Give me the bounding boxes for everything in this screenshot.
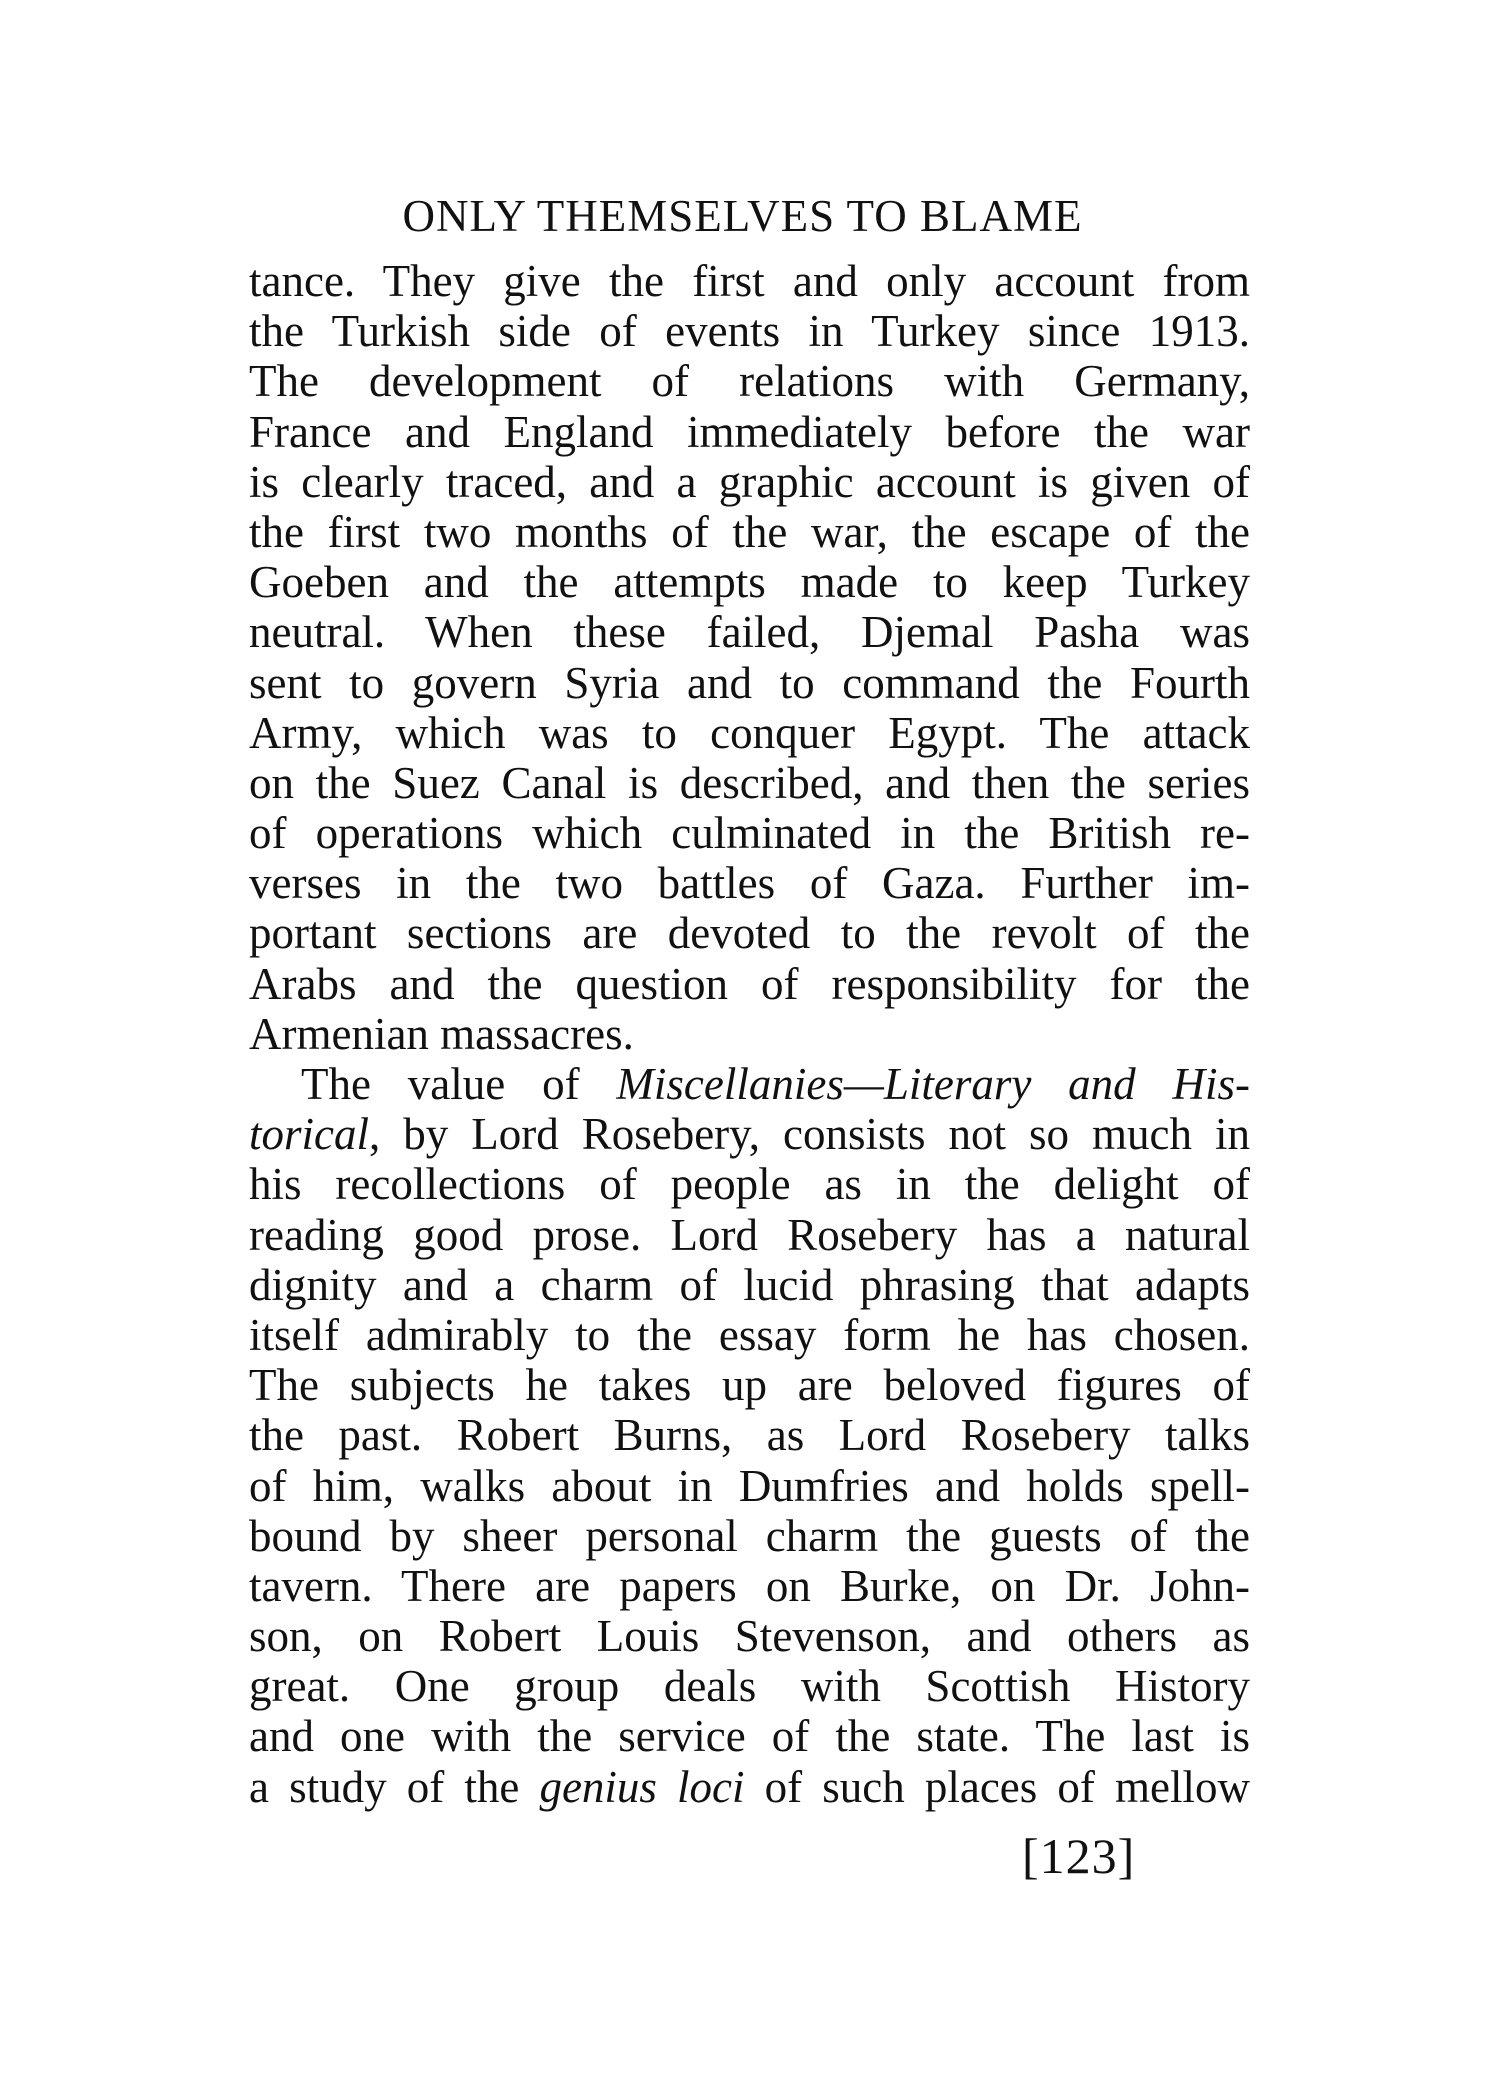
text-line <box>249 858 1250 908</box>
line-text: of such places of mellow <box>744 1761 1251 1812</box>
line-text: tance. They give the first and only account from <box>249 256 1250 306</box>
text-line <box>249 1661 1250 1711</box>
line-text: portant sections are devoted to the revolt of the <box>249 908 1250 959</box>
text-line <box>249 758 1250 808</box>
text-line <box>249 959 1250 1009</box>
text-line <box>249 658 1250 708</box>
italic-title-text: Miscellanies—Literary and His- <box>616 1059 1250 1109</box>
line-text: on the Suez Canal is described, and then the series <box>249 757 1250 808</box>
text-line <box>249 1561 1250 1611</box>
text-line <box>249 1059 1250 1109</box>
text-line <box>249 1410 1250 1460</box>
text-line <box>249 1159 1250 1209</box>
italic-title-text: genius loci <box>539 1761 745 1812</box>
line-text: sent to govern Syria and to command the Fourth <box>249 657 1250 708</box>
text-line <box>249 1511 1250 1561</box>
line-text: the Turkish side of events in Turkey since 1913. <box>249 306 1250 357</box>
line-text: tavern. There are papers on Burke, on Dr. John- <box>249 1560 1250 1611</box>
text-line <box>249 607 1250 657</box>
line-text: verses in the two battles of Gaza. Further im- <box>249 858 1250 909</box>
line-text: , by Lord Rosebery, consists not so much in <box>369 1109 1250 1160</box>
line-text: the first two months of the war, the escape of the <box>249 506 1250 557</box>
text-line <box>249 908 1250 958</box>
italic-title-text: torical <box>249 1109 369 1160</box>
line-text: of him, walks about in Dumfries and holds spell- <box>249 1460 1250 1511</box>
line-text: great. One group deals with Scottish History <box>249 1661 1250 1712</box>
page-number: [123] <box>1022 1828 1136 1884</box>
text-line <box>249 1260 1250 1310</box>
line-text: France and England immediately before the war <box>249 406 1250 457</box>
line-text: The value of <box>301 1059 617 1109</box>
text-line <box>249 407 1250 457</box>
line-text: Army, which was to conquer Egypt. The attack <box>249 707 1250 758</box>
line-text: of operations which culminated in the British re- <box>249 808 1250 859</box>
line-text: Armenian massacres. <box>249 1008 634 1059</box>
line-text: is clearly traced, and a graphic account is given of <box>249 456 1250 507</box>
line-text: Goeben and the attempts made to keep Turkey <box>249 557 1250 608</box>
text-line <box>249 256 1250 306</box>
text-line <box>249 1210 1250 1260</box>
text-line <box>249 1310 1250 1360</box>
text-line <box>249 356 1250 406</box>
text-line <box>249 557 1250 607</box>
text-line <box>249 1461 1250 1511</box>
line-text: the past. Robert Burns, as Lord Rosebery talks <box>249 1410 1250 1461</box>
line-text: son, on Robert Louis Stevenson, and others as <box>249 1611 1250 1662</box>
line-text: The development of relations with Germany, <box>249 356 1250 407</box>
text-line <box>249 1762 1250 1812</box>
line-text: The subjects he takes up are beloved figures of <box>249 1360 1250 1411</box>
text-line <box>249 306 1250 356</box>
line-text: his recollections of people as in the delight of <box>249 1159 1250 1210</box>
text-line <box>249 457 1250 507</box>
running-head: ONLY THEMSELVES TO BLAME <box>402 191 1083 241</box>
text-line <box>249 1711 1250 1761</box>
line-text: a study of the <box>249 1761 540 1812</box>
body-text <box>249 256 1250 1812</box>
text-line <box>249 808 1250 858</box>
line-text: and one with the service of the state. The last is <box>249 1711 1250 1762</box>
line-text: bound by sheer personal charm the guests of the <box>249 1510 1250 1561</box>
text-line <box>249 1109 1250 1159</box>
text-line <box>249 1360 1250 1410</box>
line-text: reading good prose. Lord Rosebery has a natural <box>249 1209 1250 1260</box>
text-line <box>249 1611 1250 1661</box>
line-text: neutral. When these failed, Djemal Pasha was <box>249 607 1250 658</box>
line-text: dignity and a charm of lucid phrasing that adapts <box>249 1259 1250 1310</box>
line-text: itself admirably to the essay form he has chosen. <box>249 1309 1250 1360</box>
text-line <box>249 507 1250 557</box>
line-text: Arabs and the question of responsibility for the <box>249 958 1250 1009</box>
text-line <box>249 1009 1250 1059</box>
text-line <box>249 708 1250 758</box>
